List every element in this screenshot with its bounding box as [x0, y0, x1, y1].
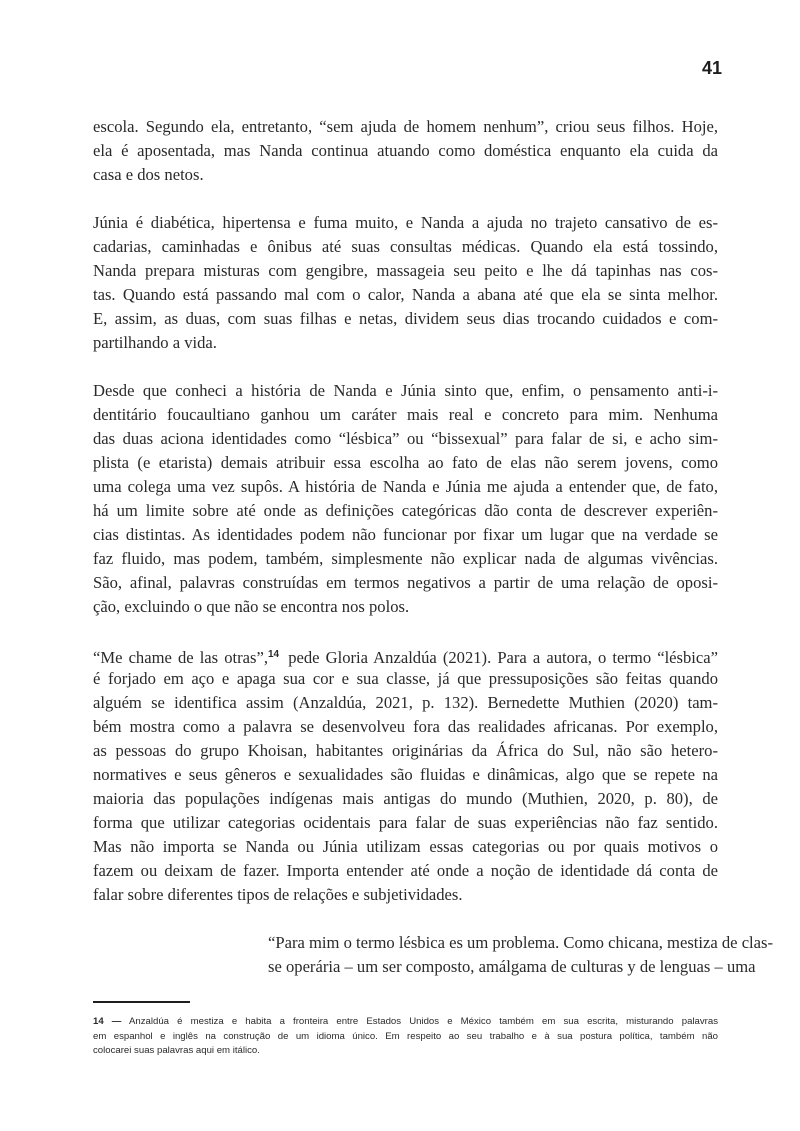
text-line: dentitário foucaultiano ganhou um caráter mais real e concreto para mim. Nenhuma	[93, 405, 718, 424]
text-line: as pessoas do grupo Khoisan, habitantes originárias da África do Sul, não são hetero-	[93, 741, 718, 760]
footnote-line	[93, 1015, 718, 1030]
text-line: cias distintas. As identidades podem não funcionar por fixar um lugar que na verdade se	[93, 525, 718, 544]
text-line: casa e dos netos.	[93, 165, 204, 184]
page-number: 41	[701, 58, 722, 78]
text-line: tas. Quando está passando mal com o calor, Nanda a abana até que ela se sinta melhor.	[93, 285, 718, 304]
text-line: Desde que conheci a história de Nanda e Júnia sinto que, enfim, o pensamento anti-i-	[93, 381, 718, 400]
footnote-line: em espanhol e inglês na construção de um idioma único. Em respeito ao seu trabalho e à sua postura política, também não	[93, 1030, 718, 1042]
paragraph	[93, 379, 718, 619]
text-line: maioria das populações indígenas mais antigas do mundo (Muthien, 2020, p. 80), de	[93, 789, 718, 808]
footnote-text: Anzaldúa é mestiza e habita a fronteira entre Estados Unidos e México também em sua escrita, misturando palavras	[121, 1016, 718, 1027]
text-line: São, afinal, palavras construídas em termos negativos a partir de uma relação de oposi-	[93, 573, 718, 592]
text-line: normatives e seus gêneros e sexualidades são fluidas e dinâmicas, algo que se repete na	[93, 765, 718, 784]
text-line: cadarias, caminhadas e ônibus até suas consultas médicas. Quando ela está tossindo,	[93, 237, 718, 256]
text-line: há um limite sobre até onde as definições categóricas dão conta de descrever experiên-	[93, 501, 718, 520]
text-line: bém mostra como a palavra se desenvolveu fora das realidades africanas. Por exemplo,	[93, 717, 718, 736]
text-line: das duas aciona identidades como “lésbica” ou “bissexual” para falar de si, e acho sim-	[93, 429, 718, 448]
paragraph	[93, 115, 718, 187]
footnote-line: colocarei suas palavras aqui em itálico.	[93, 1045, 260, 1056]
text-line: faz fluido, mas podem, também, simplesmente não explicar nada de algumas vivências.	[93, 549, 718, 568]
text-line: alguém se identifica assim (Anzaldúa, 2021, p. 132). Bernedette Muthien (2020) tam-	[93, 693, 718, 712]
text-line: escola. Segundo ela, entretanto, “sem ajuda de homem nenhum”, criou seus filhos. Hoje,	[93, 117, 718, 136]
paragraph	[93, 211, 718, 355]
text-line: Júnia é diabética, hipertensa e fuma muito, e Nanda a ajuda no trajeto cansativo de es-	[93, 213, 718, 232]
text-line: partilhando a vida.	[93, 333, 217, 352]
footnote	[93, 1015, 718, 1059]
text-line: ela é aposentada, mas Nanda continua atuando como doméstica enquanto ela cuida da	[93, 141, 718, 160]
text-line: ção, excluindo o que não se encontra nos polos.	[93, 597, 410, 616]
footnote-reference[interactable]: 14	[268, 649, 280, 660]
text-segment: “Me chame de las otras”,	[93, 648, 268, 667]
text-line: falar sobre diferentes tipos de relações e subjetividades.	[93, 885, 463, 904]
footnote-number: 14 —	[93, 1016, 122, 1027]
text-line: é forjado em aço e apaga sua cor e sua classe, já que pressuposições são feitas quando	[93, 669, 718, 688]
text-line: fazem ou deixam de fazer. Importa entender até onde a noção de identidade dá conta de	[93, 861, 718, 880]
body-text	[93, 115, 718, 931]
text-line: uma colega uma vez supôs. A história de Nanda e Júnia me ajuda a entender que, de fato,	[93, 477, 718, 496]
paragraph-lines	[93, 667, 718, 907]
footnote-divider	[93, 1001, 190, 1003]
text-line: forma que utilizar categorias ocidentais para falar de suas experiências não faz sentido.	[93, 813, 718, 832]
quote-line: se operária – um ser composto, amálgama de culturas y de lenguas – uma	[268, 957, 756, 976]
text-line: E, assim, as duas, com suas filhas e netas, dividem seus dias trocando cuidados e com-	[93, 309, 718, 328]
text-line	[93, 643, 718, 667]
text-line: Mas não importa se Nanda ou Júnia utilizam essas categorias ou por quais motivos o	[93, 837, 718, 856]
paragraph	[93, 643, 718, 907]
text-segment: pede Gloria Anzaldúa (2021). Para a autora, o termo “lésbica”	[282, 648, 719, 667]
text-line: Nanda prepara misturas com gengibre, massageia seu peito e lhe dá tapinhas nas cos-	[93, 261, 718, 280]
text-line: plista (e etarista) demais atribuir essa escolha ao fato de elas não serem jovens, como	[93, 453, 718, 472]
quote-line: “Para mim o termo lésbica es um problema. Como chicana, mestiza de clas-	[268, 933, 774, 952]
block-quote	[268, 931, 774, 979]
